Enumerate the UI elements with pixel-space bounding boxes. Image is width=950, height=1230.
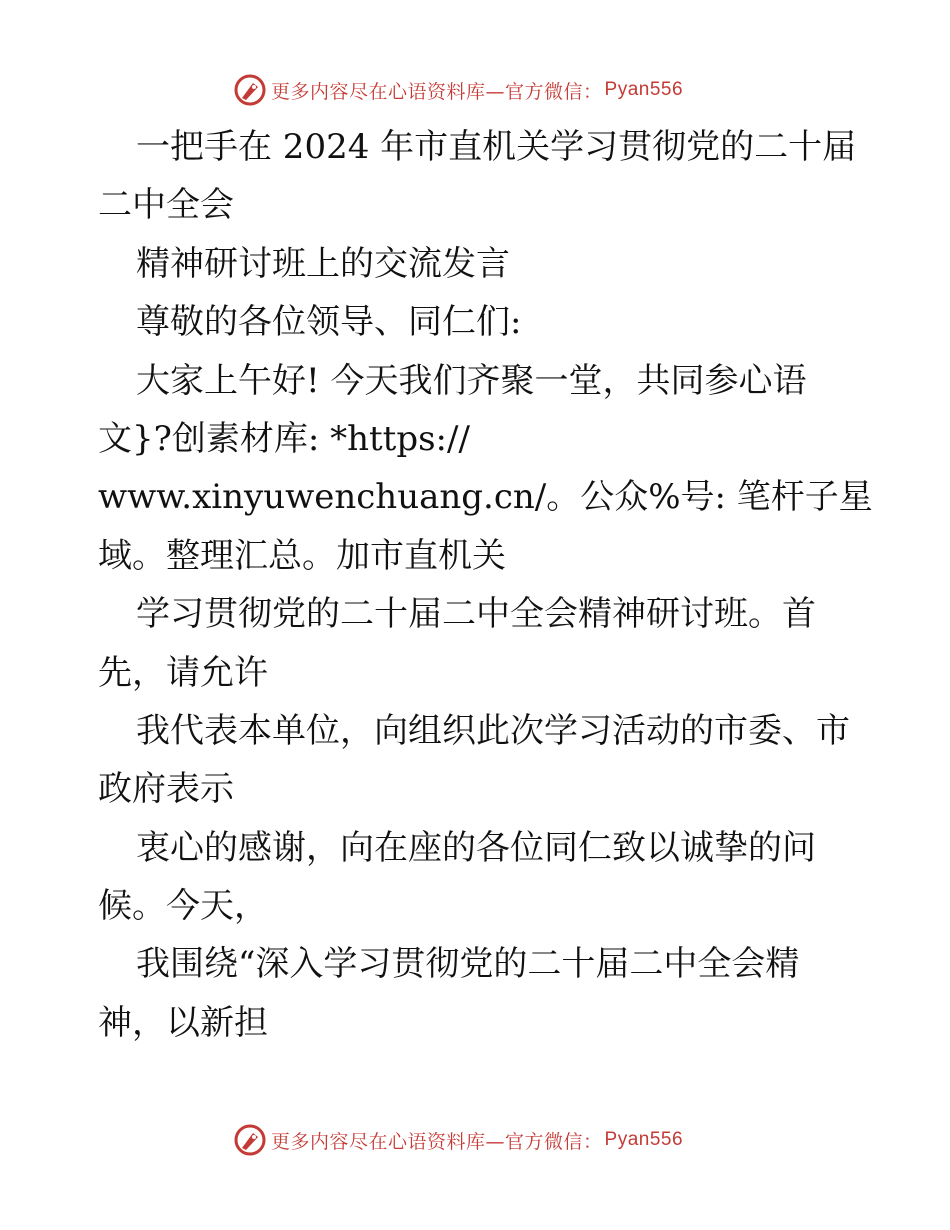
watermark-text: 更多内容尽在心语资料库—官方微信： bbox=[271, 80, 603, 103]
pen-nib-circle-icon bbox=[233, 1123, 267, 1157]
header-watermark bbox=[233, 73, 683, 107]
document-line: 一把手在 2024 年市直机关学习贯彻党的二十届 bbox=[136, 127, 857, 167]
document-line: 我围绕“深入学习贯彻党的二十届二中全会精 bbox=[136, 944, 800, 985]
pen-nib-circle-icon bbox=[233, 73, 267, 107]
document-line: 精神研讨班上的交流发言 bbox=[136, 243, 510, 284]
document-line: www.xinyuwenchuang.cn/。公众%号: 笔杆子星 bbox=[98, 477, 873, 518]
footer-watermark bbox=[233, 1123, 683, 1157]
document-line: 学习贯彻党的二十届二中全会精神研讨班。首 bbox=[136, 594, 816, 635]
document-line: 文}?创素材库: *https:// bbox=[98, 418, 470, 459]
document-line: 政府表示 bbox=[98, 769, 234, 810]
document-line: 候。今天， bbox=[98, 886, 268, 927]
document-line: 衷心的感谢，向在座的各位同仁致以诚挚的问 bbox=[136, 827, 816, 868]
watermark-text: 更多内容尽在心语资料库—官方微信： bbox=[271, 1130, 603, 1153]
watermark-wechat-id: Pyan556 bbox=[604, 79, 684, 100]
document-line: 尊敬的各位领导、同仁们: bbox=[136, 302, 522, 343]
document-line: 大家上午好! 今天我们齐聚一堂，共同参心语 bbox=[136, 360, 807, 401]
document-line: 先，请允许 bbox=[98, 652, 268, 693]
document-line: 我代表本单位，向组织此次学习活动的市委、市 bbox=[136, 710, 850, 751]
document-line: 二中全会 bbox=[98, 185, 234, 226]
document-line: 域。整理汇总。加市直机关 bbox=[98, 535, 506, 576]
watermark-wechat-id: Pyan556 bbox=[604, 1129, 684, 1150]
document-body bbox=[98, 118, 873, 1052]
document-line: 神，以新担 bbox=[98, 1002, 268, 1043]
